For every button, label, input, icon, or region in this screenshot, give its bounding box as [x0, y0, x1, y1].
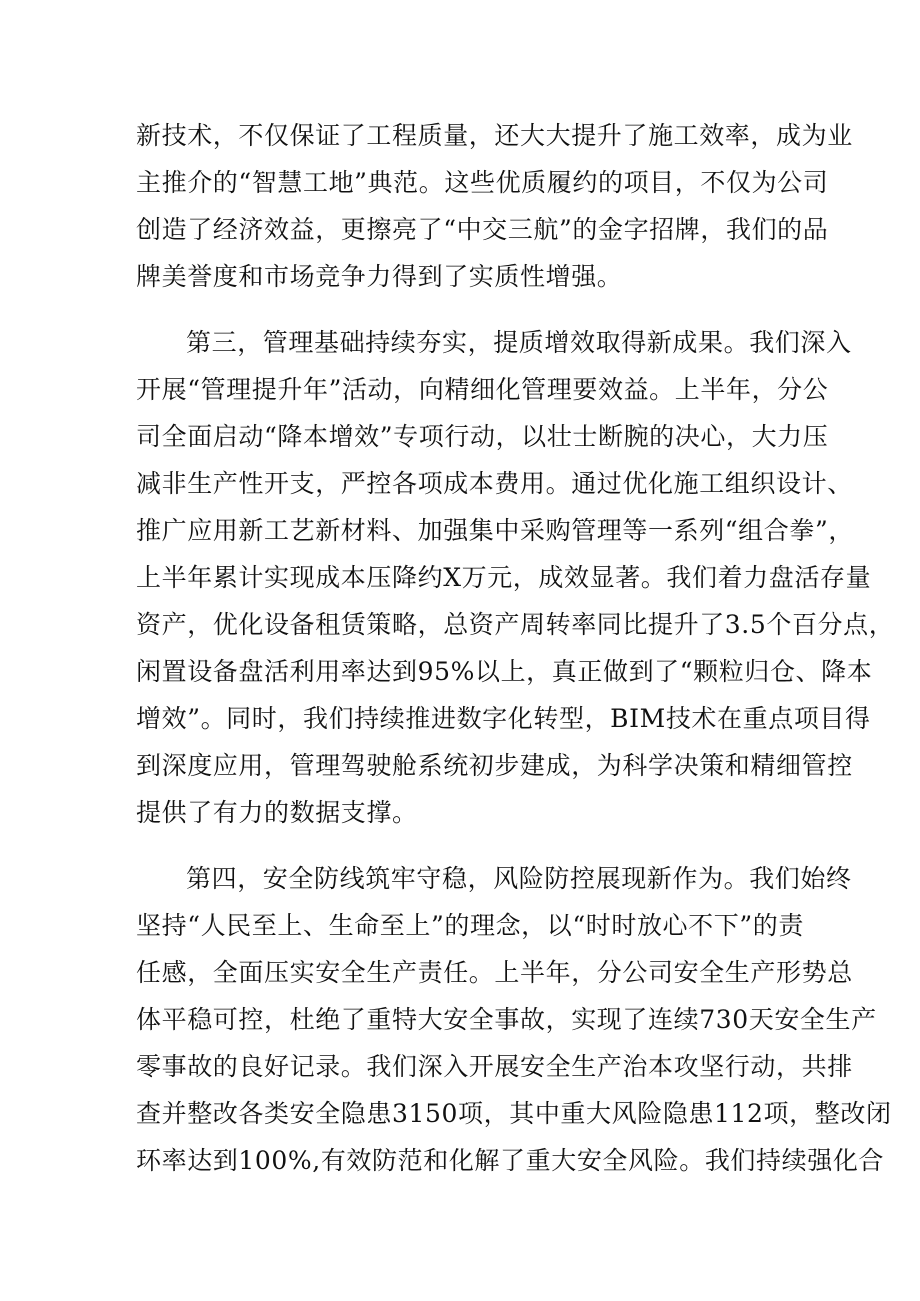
text-line: 体平稳可控，杜绝了重特大安全事故，实现了连续730天安全生产: [136, 1005, 877, 1034]
text-line: 零事故的良好记录。我们深入开展安全生产治本攻坚行动，共排: [136, 1052, 853, 1081]
paragraph-spacing: [136, 300, 796, 319]
text-line: 坚持“人民至上、生命至上”的理念，以“时时放心不下”的责: [136, 911, 804, 940]
text-line: 牌美誉度和市场竞争力得到了实质性增强。: [136, 262, 623, 291]
text-line: 开展“管理提升年”活动，向精细化管理要效益。上半年，分公: [136, 375, 829, 404]
text-line: 增效”。同时，我们持续推进数字化转型，BIM技术在重点项目得: [136, 704, 871, 733]
text-line: 到深度应用，管理驾驶舱系统初步建成，为科学决策和精细管控: [136, 751, 853, 780]
text-line: 提供了有力的数据支撑。: [136, 798, 418, 827]
paragraph-safety: [136, 855, 892, 1184]
text-line: 查并整改各类安全隐患3150项，其中重大风险隐患112项，整改闭: [136, 1099, 892, 1128]
text-line: 任感，全面压实安全生产责任。上半年，分公司安全生产形势总: [136, 958, 853, 987]
text-line: 闲置设备盘活利用率达到95%以上，真正做到了“颗粒归仓、降本: [136, 657, 873, 686]
text-line: 减非生产性开支，严控各项成本费用。通过优化施工组织设计、: [136, 469, 853, 498]
text-line: 主推介的“智慧工地”典范。这些优质履约的项目，不仅为公司: [136, 168, 829, 197]
paragraph-management: [136, 319, 895, 836]
text-line-first: 第四，安全防线筑牢守稳，风险防控展现新作为。我们始终: [186, 864, 852, 893]
text-line: 司全面启动“降本增效”专项行动，以壮士断腕的决心，大力压: [136, 422, 829, 451]
text-line: 上半年累计实现成本压降约X万元，成效显著。我们着力盘活存量: [136, 563, 872, 592]
text-line: 环率达到100%,有效防范和化解了重大安全风险。我们持续强化合: [136, 1146, 885, 1175]
text-line: 新技术，不仅保证了工程质量，还大大提升了施工效率，成为业: [136, 121, 853, 150]
text-line-first: 第三，管理基础持续夯实，提质增效取得新成果。我们深入: [186, 328, 852, 357]
text-line: 资产，优化设备租赁策略，总资产周转率同比提升了3.5个百分点，: [136, 610, 895, 639]
text-line: 推广应用新工艺新材料、加强集中采购管理等一系列“组合拳”，: [136, 516, 854, 545]
text-line: 创造了经济效益，更擦亮了“中交三航”的金字招牌，我们的品: [136, 215, 829, 244]
document-body: [136, 112, 895, 1184]
paragraph-continuation: [136, 112, 853, 300]
paragraph-spacing: [136, 836, 796, 855]
